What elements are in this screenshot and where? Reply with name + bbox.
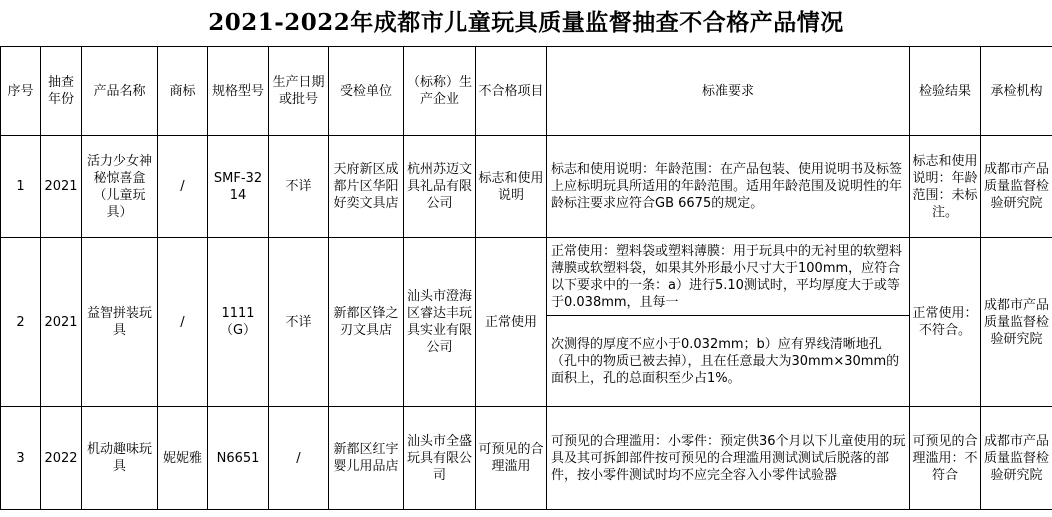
cell-standard: 正常使用：塑料袋或塑料薄膜：用于玩具中的无衬里的软塑料薄膜或软塑料袋，如果其外形最小尺寸大于100mm，应符合以下要求中的一条：a）进行5.10测试时，平均厚度大于或等于0.038mm，且每一 bbox=[547, 238, 910, 316]
cell-result: 标志和使用说明：年龄范围：未标注。 bbox=[910, 136, 981, 238]
table-row bbox=[1, 238, 1052, 316]
cell-standard-continued: 次测得的厚度不应小于0.032mm；b）应有界线清晰地孔（孔中的物质已被去掉），且在任意最大为30mm×30mm的面积上，孔的总面积至少占1%。 bbox=[547, 316, 910, 407]
cell-manufacturer: 汕头市全盛玩具有限公司 bbox=[404, 407, 476, 510]
cell-product: 活力少女神秘惊喜盒（儿童玩具） bbox=[82, 136, 158, 238]
cell-model: 1111（G） bbox=[208, 238, 269, 407]
cell-seq: 3 bbox=[1, 407, 41, 510]
cell-seq: 1 bbox=[1, 136, 41, 238]
header-inspected-unit: 受检单位 bbox=[329, 47, 404, 136]
nonconforming-products-table bbox=[0, 46, 1052, 510]
cell-date: 不详 bbox=[269, 136, 329, 238]
cell-agency: 成都市产品质量监督检验研究院 bbox=[981, 136, 1052, 238]
table-row bbox=[1, 407, 1052, 510]
header-standard: 标准要求 bbox=[547, 47, 910, 136]
cell-manufacturer: 汕头市澄海区睿达丰玩具实业有限公司 bbox=[404, 238, 476, 407]
header-product: 产品名称 bbox=[82, 47, 158, 136]
cell-result: 可预见的合理滥用：不符合 bbox=[910, 407, 981, 510]
table-header-row bbox=[1, 47, 1052, 136]
cell-product: 机动趣味玩具 bbox=[82, 407, 158, 510]
cell-inspected-unit: 新都区红宇婴儿用品店 bbox=[329, 407, 404, 510]
cell-model: N6651 bbox=[208, 407, 269, 510]
header-year: 抽查年份 bbox=[41, 47, 82, 136]
cell-brand: / bbox=[158, 238, 208, 407]
cell-seq: 2 bbox=[1, 238, 41, 407]
cell-year: 2021 bbox=[41, 238, 82, 407]
cell-item: 可预见的合理滥用 bbox=[476, 407, 547, 510]
page-title: 2021-2022年成都市儿童玩具质量监督抽查不合格产品情况 bbox=[208, 9, 844, 36]
cell-brand: 妮妮雅 bbox=[158, 407, 208, 510]
cell-agency: 成都市产品质量监督检验研究院 bbox=[981, 407, 1052, 510]
cell-date: 不详 bbox=[269, 238, 329, 407]
table-row bbox=[1, 136, 1052, 238]
cell-year: 2021 bbox=[41, 136, 82, 238]
header-item: 不合格项目 bbox=[476, 47, 547, 136]
cell-model: SMF-3214 bbox=[208, 136, 269, 238]
cell-inspected-unit: 新都区锋之刃文具店 bbox=[329, 238, 404, 407]
cell-standard: 标志和使用说明：年龄范围：在产品包装、使用说明书及标签上应标明玩具所适用的年龄范围。适用年龄范围及说明性的年龄标注要求应符合GB 6675的规定。 bbox=[547, 136, 910, 238]
cell-result: 正常使用：不符合。 bbox=[910, 238, 981, 407]
cell-product: 益智拼装玩具 bbox=[82, 238, 158, 407]
cell-date: / bbox=[269, 407, 329, 510]
cell-agency: 成都市产品质量监督检验研究院 bbox=[981, 238, 1052, 407]
cell-brand: / bbox=[158, 136, 208, 238]
cell-item: 正常使用 bbox=[476, 238, 547, 407]
header-manufacturer: （标称）生产企业 bbox=[404, 47, 476, 136]
header-seq: 序号 bbox=[1, 47, 41, 136]
cell-item: 标志和使用说明 bbox=[476, 136, 547, 238]
cell-manufacturer: 杭州苏迈文具礼品有限公司 bbox=[404, 136, 476, 238]
cell-year: 2022 bbox=[41, 407, 82, 510]
cell-inspected-unit: 天府新区成都片区华阳好奕文具店 bbox=[329, 136, 404, 238]
header-result: 检验结果 bbox=[910, 47, 981, 136]
cell-standard: 可预见的合理滥用：小零件：预定供36个月以下儿童使用的玩具及其可拆卸部件按可预见的合理滥用测试测试后脱落的部件，按小零件测试时均不应完全容入小零件试验器 bbox=[547, 407, 910, 510]
header-agency: 承检机构 bbox=[981, 47, 1052, 136]
header-date: 生产日期或批号 bbox=[269, 47, 329, 136]
header-model: 规格型号 bbox=[208, 47, 269, 136]
header-brand: 商标 bbox=[158, 47, 208, 136]
